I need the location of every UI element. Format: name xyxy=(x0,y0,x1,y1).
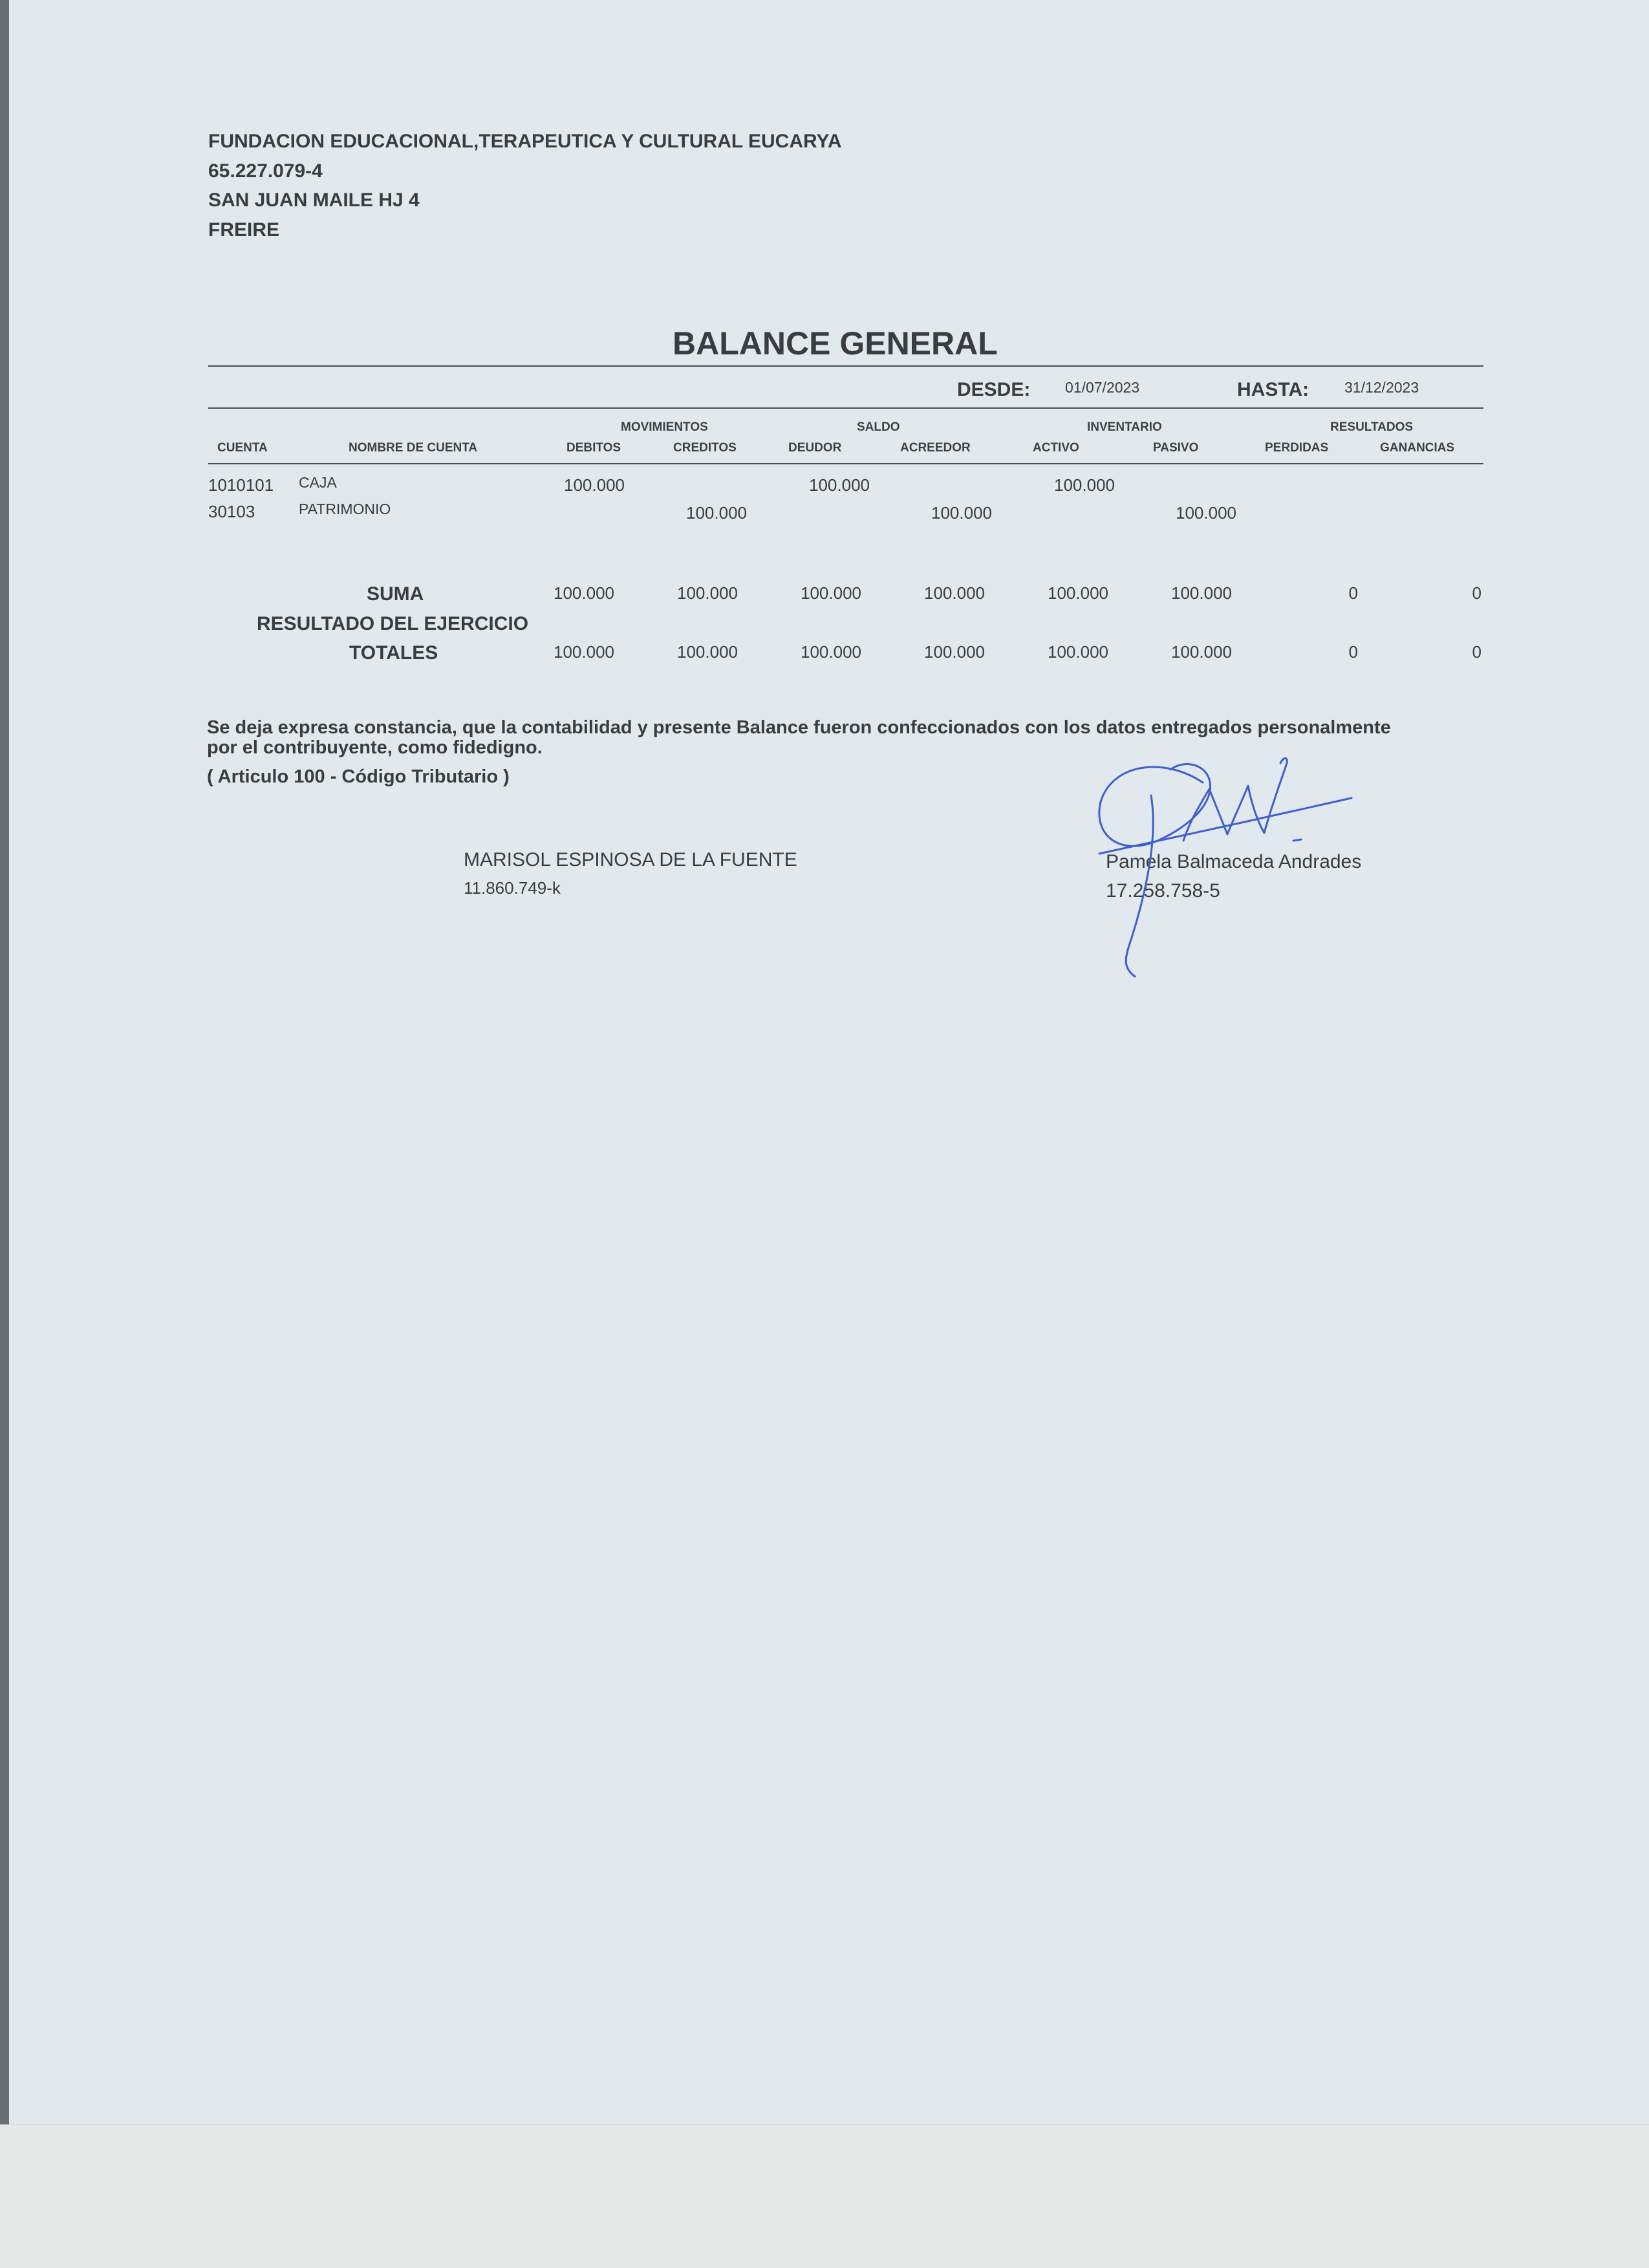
suma-value: 100.000 xyxy=(924,583,985,603)
row-creditos: 100.000 xyxy=(686,503,747,523)
signatory-id-accountant: 11.860.749-k xyxy=(464,878,561,898)
signatory-name-representative: Pamela Balmaceda Andrades xyxy=(1106,851,1362,872)
row-deudor: 100.000 xyxy=(809,475,870,495)
period-from-value: 01/07/2023 xyxy=(1065,379,1140,396)
header-rule xyxy=(208,463,1483,464)
row-debitos: 100.000 xyxy=(564,475,625,495)
group-header-resultados: RESULTADOS xyxy=(1330,420,1414,434)
row-acreedor: 100.000 xyxy=(931,503,992,523)
period-to-value: 31/12/2023 xyxy=(1344,379,1419,396)
column-header-pasivo: PASIVO xyxy=(1153,441,1199,455)
scan-bottom-strip xyxy=(0,2124,1649,2268)
group-header-movimientos: MOVIMIENTOS xyxy=(621,420,708,434)
totales-value: 100.000 xyxy=(924,642,985,662)
period-from-label: DESDE: xyxy=(957,379,1031,400)
handwritten-signature xyxy=(1086,744,1371,989)
suma-value: 100.000 xyxy=(801,583,861,603)
suma-value: 100.000 xyxy=(677,583,738,603)
suma-value: 100.000 xyxy=(554,583,614,603)
column-header-acreedor: ACREEDOR xyxy=(900,441,971,455)
totales-value: 100.000 xyxy=(801,642,861,662)
period-to-label: HASTA: xyxy=(1237,379,1310,400)
row-nombre: PATRIMONIO xyxy=(299,501,391,517)
totales-value: 100.000 xyxy=(554,642,614,662)
column-header-activo: ACTIVO xyxy=(1033,441,1079,455)
document-sheet xyxy=(9,0,1649,2124)
row-nombre: CAJA xyxy=(299,474,337,491)
document-title: BALANCE GENERAL xyxy=(673,325,998,362)
row-activo: 100.000 xyxy=(1054,475,1115,495)
suma-value: 0 xyxy=(1348,583,1358,603)
row-cuenta: 1010101 xyxy=(208,475,274,495)
row-pasivo: 100.000 xyxy=(1176,503,1236,523)
suma-label: SUMA xyxy=(367,583,424,605)
column-header-cuenta: CUENTA xyxy=(217,441,268,455)
note-line-3: ( Articulo 100 - Código Tributario ) xyxy=(207,766,510,787)
signatory-name-accountant: MARISOL ESPINOSA DE LA FUENTE xyxy=(464,849,797,870)
column-header-creditos: CREDITOS xyxy=(673,441,737,455)
group-header-inventario: INVENTARIO xyxy=(1087,420,1162,434)
column-header-nombre: NOMBRE DE CUENTA xyxy=(349,441,478,455)
resultado-label: RESULTADO DEL EJERCICIO xyxy=(257,613,529,634)
column-header-ganancias: GANANCIAS xyxy=(1380,441,1455,455)
company-name: FUNDACION EDUCACIONAL,TERAPEUTICA Y CULTURAL EUCARYA xyxy=(208,131,842,152)
group-header-saldo: SALDO xyxy=(857,420,900,434)
column-header-debitos: DEBITOS xyxy=(566,441,621,455)
title-rule xyxy=(208,365,1483,367)
company-rut: 65.227.079-4 xyxy=(208,160,323,182)
suma-value: 0 xyxy=(1472,583,1482,603)
totales-value: 100.000 xyxy=(1171,642,1232,662)
company-city: FREIRE xyxy=(208,219,280,241)
totales-value: 100.000 xyxy=(1048,642,1108,662)
company-address: SAN JUAN MAILE HJ 4 xyxy=(208,189,420,211)
period-rule xyxy=(208,407,1483,409)
column-header-deudor: DEUDOR xyxy=(788,441,842,455)
column-header-perdidas: PERDIDAS xyxy=(1265,441,1329,455)
row-cuenta: 30103 xyxy=(208,502,255,521)
note-line-1: Se deja expresa constancia, que la contabilidad y presente Balance fueron confeccionados con los datos entregados personalmente xyxy=(207,717,1391,738)
totales-value: 0 xyxy=(1348,642,1358,662)
note-line-2: por el contribuyente, como fidedigno. xyxy=(207,737,543,758)
suma-value: 100.000 xyxy=(1048,583,1108,603)
totales-label: TOTALES xyxy=(349,642,438,664)
signatory-id-representative: 17.258.758-5 xyxy=(1106,880,1220,902)
scan-left-edge xyxy=(0,0,9,2124)
totales-value: 100.000 xyxy=(677,642,738,662)
totales-value: 0 xyxy=(1472,642,1482,662)
suma-value: 100.000 xyxy=(1171,583,1232,603)
